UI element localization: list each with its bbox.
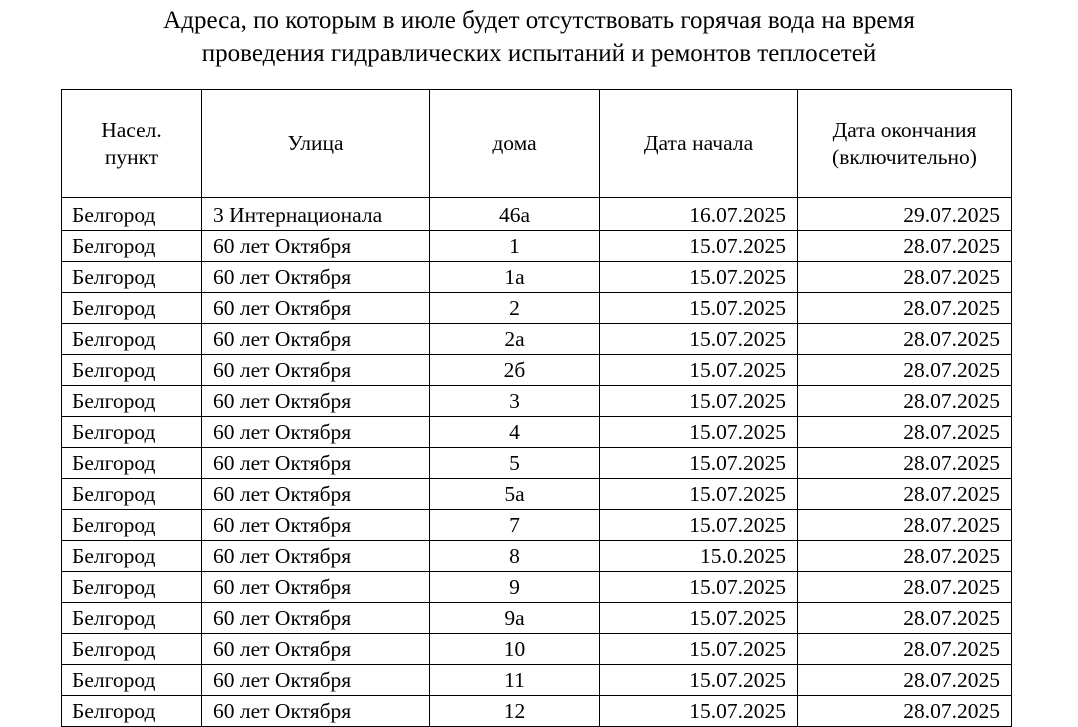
cell-end-date: 28.07.2025: [798, 293, 1012, 324]
cell-settlement: Белгород: [62, 355, 202, 386]
cell-street: 60 лет Октября: [202, 572, 430, 603]
document-title-line-2: проведения гидравлических испытаний и ремонтов теплосетей: [201, 40, 877, 67]
cell-settlement: Белгород: [62, 479, 202, 510]
cell-start-date: 15.07.2025: [600, 262, 798, 293]
cell-street: 60 лет Октября: [202, 665, 430, 696]
cell-settlement: Белгород: [62, 572, 202, 603]
cell-end-date: 28.07.2025: [798, 572, 1012, 603]
header-start-date: Дата начала: [600, 90, 798, 198]
cell-house: 12: [430, 696, 600, 727]
table-header-row: [62, 90, 1012, 198]
cell-house: 4: [430, 417, 600, 448]
table-row: [62, 634, 1012, 665]
table-row: [62, 448, 1012, 479]
cell-end-date: 28.07.2025: [798, 355, 1012, 386]
cell-street: 60 лет Октября: [202, 634, 430, 665]
table-row: [62, 262, 1012, 293]
cell-end-date: 28.07.2025: [798, 417, 1012, 448]
cell-end-date: 28.07.2025: [798, 541, 1012, 572]
cell-end-date: 28.07.2025: [798, 324, 1012, 355]
table-body: [62, 198, 1012, 727]
header-end-date: [798, 90, 1012, 198]
table-header: [62, 90, 1012, 198]
cell-end-date: 28.07.2025: [798, 696, 1012, 727]
cell-start-date: 15.07.2025: [600, 386, 798, 417]
cell-street: 60 лет Октября: [202, 510, 430, 541]
cell-house: 9а: [430, 603, 600, 634]
cell-house: 9: [430, 572, 600, 603]
cell-start-date: 15.07.2025: [600, 510, 798, 541]
cell-settlement: Белгород: [62, 510, 202, 541]
cell-end-date: 28.07.2025: [798, 634, 1012, 665]
cell-street: 60 лет Октября: [202, 324, 430, 355]
cell-settlement: Белгород: [62, 448, 202, 479]
cell-settlement: Белгород: [62, 198, 202, 231]
document-title: [0, 4, 1078, 70]
header-settlement: [62, 90, 202, 198]
cell-start-date: 15.07.2025: [600, 324, 798, 355]
cell-start-date: 15.07.2025: [600, 634, 798, 665]
cell-start-date: 15.0.2025: [600, 541, 798, 572]
cell-street: 60 лет Октября: [202, 541, 430, 572]
cell-end-date: 28.07.2025: [798, 603, 1012, 634]
cell-settlement: Белгород: [62, 386, 202, 417]
cell-street: 60 лет Октября: [202, 231, 430, 262]
table-row: [62, 386, 1012, 417]
cell-house: 7: [430, 510, 600, 541]
cell-start-date: 15.07.2025: [600, 603, 798, 634]
cell-settlement: Белгород: [62, 324, 202, 355]
cell-house: 3: [430, 386, 600, 417]
cell-house: 5: [430, 448, 600, 479]
cell-settlement: Белгород: [62, 541, 202, 572]
table-row: [62, 572, 1012, 603]
cell-street: 3 Интернационала: [202, 198, 430, 231]
table-row: [62, 417, 1012, 448]
cell-end-date: 28.07.2025: [798, 386, 1012, 417]
table-row: [62, 355, 1012, 386]
cell-settlement: Белгород: [62, 417, 202, 448]
cell-end-date: 28.07.2025: [798, 510, 1012, 541]
cell-settlement: Белгород: [62, 231, 202, 262]
header-street: Улица: [202, 90, 430, 198]
cell-end-date: 28.07.2025: [798, 231, 1012, 262]
table-row: [62, 324, 1012, 355]
cell-start-date: 15.07.2025: [600, 572, 798, 603]
cell-street: 60 лет Октября: [202, 386, 430, 417]
cell-house: 2: [430, 293, 600, 324]
cell-end-date: 29.07.2025: [798, 198, 1012, 231]
cell-street: 60 лет Октября: [202, 293, 430, 324]
cell-house: 1а: [430, 262, 600, 293]
cell-end-date: 28.07.2025: [798, 479, 1012, 510]
cell-settlement: Белгород: [62, 634, 202, 665]
header-end-date-line-1: Дата окончания: [832, 117, 977, 142]
cell-start-date: 15.07.2025: [600, 479, 798, 510]
cell-start-date: 15.07.2025: [600, 293, 798, 324]
cell-house: 2а: [430, 324, 600, 355]
cell-house: 46а: [430, 198, 600, 231]
cell-start-date: 15.07.2025: [600, 231, 798, 262]
cell-settlement: Белгород: [62, 262, 202, 293]
cell-settlement: Белгород: [62, 696, 202, 727]
cell-end-date: 28.07.2025: [798, 448, 1012, 479]
table-row: [62, 293, 1012, 324]
table-row: [62, 231, 1012, 262]
cell-settlement: Белгород: [62, 293, 202, 324]
cell-house: 5а: [430, 479, 600, 510]
cell-end-date: 28.07.2025: [798, 665, 1012, 696]
cell-start-date: 15.07.2025: [600, 417, 798, 448]
table-row: [62, 541, 1012, 572]
cell-house: 11: [430, 665, 600, 696]
addresses-table: [61, 89, 1012, 727]
cell-street: 60 лет Октября: [202, 417, 430, 448]
cell-house: 8: [430, 541, 600, 572]
cell-start-date: 15.07.2025: [600, 448, 798, 479]
cell-settlement: Белгород: [62, 665, 202, 696]
header-settlement-line-1: Насел.: [101, 117, 162, 142]
cell-start-date: 15.07.2025: [600, 696, 798, 727]
cell-street: 60 лет Октября: [202, 448, 430, 479]
table-row: [62, 198, 1012, 231]
header-end-date-line-2: (включительно): [832, 144, 977, 169]
cell-start-date: 15.07.2025: [600, 355, 798, 386]
table-row: [62, 510, 1012, 541]
table-row: [62, 479, 1012, 510]
header-settlement-line-2: пункт: [104, 144, 159, 169]
document-title-line-1: Адреса, по которым в июле будет отсутствовать горячая вода на время: [163, 7, 915, 34]
cell-end-date: 28.07.2025: [798, 262, 1012, 293]
table-row: [62, 603, 1012, 634]
cell-house: 10: [430, 634, 600, 665]
cell-street: 60 лет Октября: [202, 262, 430, 293]
cell-street: 60 лет Октября: [202, 603, 430, 634]
cell-start-date: 16.07.2025: [600, 198, 798, 231]
cell-house: 2б: [430, 355, 600, 386]
cell-street: 60 лет Октября: [202, 696, 430, 727]
cell-settlement: Белгород: [62, 603, 202, 634]
cell-street: 60 лет Октября: [202, 479, 430, 510]
cell-start-date: 15.07.2025: [600, 665, 798, 696]
table-row: [62, 665, 1012, 696]
cell-house: 1: [430, 231, 600, 262]
table-row: [62, 696, 1012, 727]
header-houses: дома: [430, 90, 600, 198]
cell-street: 60 лет Октября: [202, 355, 430, 386]
